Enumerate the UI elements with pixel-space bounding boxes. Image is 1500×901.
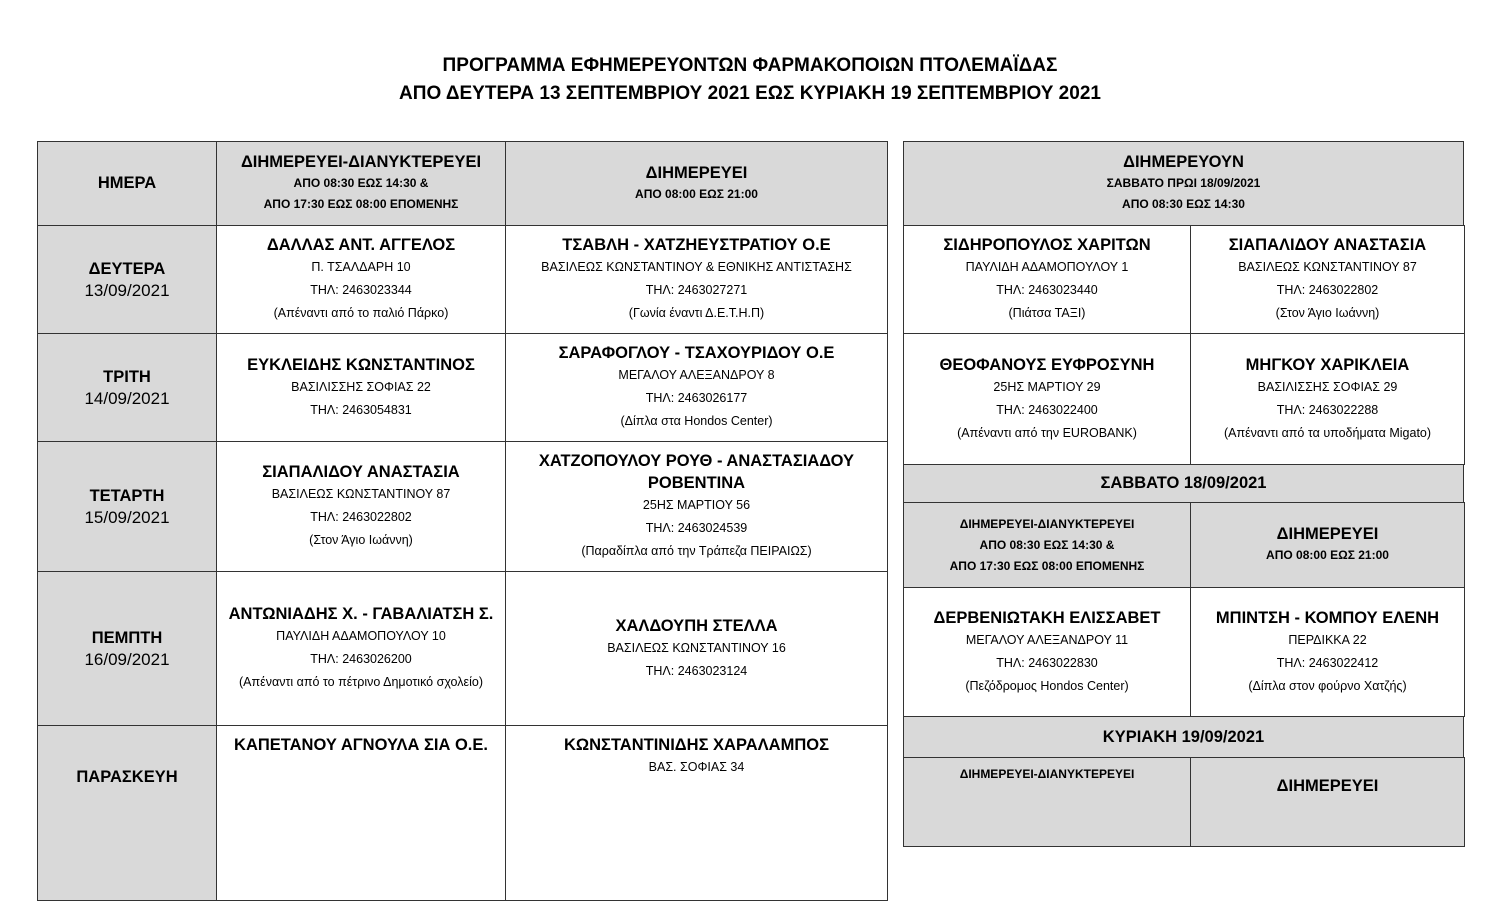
day-title: ΣΑΒΒΑΤΟ 18/09/2021 xyxy=(1100,474,1267,492)
pharmacy-name: ΧΑΛΔΟΥΠΗ ΣΤΕΛΛΑ xyxy=(615,616,778,635)
pharmacy-name: ΜΗΓΚΟΥ ΧΑΡΙΚΛΕΙΑ xyxy=(1245,355,1410,374)
pharmacy-name: ΣΑΡΑΦΟΓΛΟΥ - ΤΣΑΧΟΥΡΙΔΟΥ Ο.Ε xyxy=(558,344,835,362)
pharmacy-name: ΧΑΤΖΟΠΟΥΛΟΥ ΡΟΥΘ - ΑΝΑΣΤΑΣΙΑΔΟΥ ΡΟΒΕΝΤΙΝΑ xyxy=(538,452,855,492)
header-hours: ΑΠΟ 17:30 ΕΩΣ 08:00 ΕΠΟΜΕΝΗΣ xyxy=(949,558,1145,573)
pharmacy-name: ΕΥΚΛΕΙΔΗΣ ΚΩΝΣΤΑΝΤΙΝΟΣ xyxy=(247,355,475,374)
pharmacy-cell xyxy=(903,333,1191,465)
header-hours: ΣΑΒΒΑΤΟ ΠΡΩΙ 18/09/2021 xyxy=(1106,176,1261,190)
pharmacy-cell xyxy=(903,225,1191,334)
pharmacy-detail: ΤΗΛ: 2463054831 xyxy=(310,402,412,417)
header-hours: ΑΠΟ 08:30 ΕΩΣ 14:30 & xyxy=(293,176,429,190)
header-hours: ΑΠΟ 08:00 ΕΩΣ 21:00 xyxy=(635,186,758,201)
pharmacy-name: ΚΑΠΕΤΑΝΟΥ ΑΓΝΟΥΛΑ ΣΙΑ Ο.Ε. xyxy=(234,736,488,754)
pharmacy-cell xyxy=(505,725,888,901)
pharmacy-cell xyxy=(1190,587,1465,717)
pharmacy-cell xyxy=(216,571,506,726)
pharmacy-detail: (Δίπλα στα Hondos Center) xyxy=(620,414,773,428)
column-header xyxy=(216,141,506,226)
column-header xyxy=(505,141,888,226)
pharmacy-cell xyxy=(505,333,888,442)
document-title: ΠΡΟΓΡΑΜΜΑ ΕΦΗΜΕΡΕΥΟΝΤΩΝ ΦΑΡΜΑΚΟΠΟΙΩΝ ΠΤΟΛΕΜΑΪΔΑΣ xyxy=(442,55,1058,76)
day-cell xyxy=(37,333,217,442)
column-header xyxy=(903,502,1191,588)
pharmacy-cell xyxy=(505,225,888,334)
document-subtitle: ΑΠΟ ΔΕΥΤΕΡΑ 13 ΣΕΠΤΕΜΒΡΙΟΥ 2021 ΕΩΣ ΚΥΡΙΑΚΗ 19 ΣΕΠΤΕΜΒΡΙΟΥ 2021 xyxy=(399,83,1101,104)
pharmacy-detail: ΠΑΥΛΙΔΗ ΑΔΑΜΟΠΟΥΛΟΥ 1 xyxy=(965,260,1129,274)
day-name: ΤΕΤΑΡΤΗ xyxy=(89,486,165,505)
header-title: ΗΜΕΡΑ xyxy=(97,174,157,192)
pharmacy-detail: ΤΗΛ: 2463023440 xyxy=(996,283,1098,297)
pharmacy-detail: ΤΗΛ: 2463022288 xyxy=(1276,402,1379,417)
pharmacy-detail: ΠΑΥΛΙΔΗ ΑΔΑΜΟΠΟΥΛΟΥ 10 xyxy=(276,629,446,643)
pharmacy-detail: ΜΕΓΑΛΟΥ ΑΛΕΞΑΝΔΡΟΥ 8 xyxy=(618,368,775,382)
day-date: 13/09/2021 xyxy=(84,280,170,300)
pharmacy-detail: Π. ΤΣΑΛΔΑΡΗ 10 xyxy=(311,260,411,274)
pharmacy-detail: ΒΑΣΙΛΙΣΣΗΣ ΣΟΦΙΑΣ 29 xyxy=(1257,379,1398,394)
pharmacy-detail: ΜΕΓΑΛΟΥ ΑΛΕΞΑΝΔΡΟΥ 11 xyxy=(965,632,1129,647)
pharmacy-detail: (Απέναντι από το παλιό Πάρκο) xyxy=(273,306,449,320)
day-name: ΔΕΥΤΕΡΑ xyxy=(88,259,166,278)
header-title: ΔΙΗΜΕΡΕΥΕΙ-ΔΙΑΝΥΚΤΕΡΕΥΕΙ xyxy=(240,153,482,171)
saturday-morning-header xyxy=(903,141,1464,226)
day-name: ΠΑΡΑΣΚΕΥΗ xyxy=(76,768,178,786)
pharmacy-cell xyxy=(1190,225,1465,334)
pharmacy-detail: ΤΗΛ: 2463022802 xyxy=(1276,283,1379,297)
pharmacy-detail: ΒΑΣΙΛΕΩΣ ΚΩΝΣΤΑΝΤΙΝΟΥ 16 xyxy=(607,640,786,655)
pharmacy-cell xyxy=(216,225,506,334)
pharmacy-detail: (Παραδίπλα από την Τράπεζα ΠΕΙΡΑΙΩΣ) xyxy=(581,544,812,558)
pharmacy-name: ΣΙΑΠΑΛΙΔΟΥ ΑΝΑΣΤΑΣΙΑ xyxy=(1228,236,1427,254)
pharmacy-detail: (Γωνία έναντι Δ.Ε.Τ.Η.Π) xyxy=(628,306,765,320)
header-title: ΔΙΗΜΕΡΕΥΕΙ xyxy=(1276,525,1379,543)
pharmacy-detail: ΤΗΛ: 2463026200 xyxy=(310,652,412,666)
pharmacy-detail: (Στον Άγιο Ιωάννη) xyxy=(1275,306,1380,320)
day-cell xyxy=(37,225,217,334)
saturday-header xyxy=(903,464,1464,503)
header-title: ΔΙΗΜΕΡΕΥΟΥΝ xyxy=(1123,153,1244,171)
header-title: ΔΙΗΜΕΡΕΥΕΙ xyxy=(645,163,748,182)
day-name: ΠΕΜΠΤΗ xyxy=(91,628,163,647)
pharmacy-name: ΔΕΡΒΕΝΙΩΤΑΚΗ ΕΛΙΣΣΑΒΕΤ xyxy=(933,608,1161,627)
day-date: 15/09/2021 xyxy=(84,507,170,527)
pharmacy-detail: ΒΑΣΙΛΕΩΣ ΚΩΝΣΤΑΝΤΙΝΟΥ 87 xyxy=(1238,260,1417,274)
pharmacy-detail: ΤΗΛ: 2463023344 xyxy=(310,283,412,297)
pharmacy-detail: 25ΗΣ ΜΑΡΤΙΟΥ 56 xyxy=(642,498,751,512)
pharmacy-detail: (Πεζόδρομος Hondos Center) xyxy=(965,678,1129,693)
pharmacy-name: ΘΕΟΦΑΝΟΥΣ ΕΥΦΡΟΣΥΝΗ xyxy=(939,355,1155,374)
header-hours: ΑΠΟ 17:30 ΕΩΣ 08:00 ΕΠΟΜΕΝΗΣ xyxy=(263,197,459,211)
pharmacy-detail: ΤΗΛ: 2463023124 xyxy=(645,663,748,678)
pharmacy-detail: ΒΑΣ. ΣΟΦΙΑΣ 34 xyxy=(648,760,745,774)
pharmacy-detail: (Πιάτσα ΤΑΞΙ) xyxy=(1008,306,1086,320)
day-cell xyxy=(37,725,217,901)
pharmacy-name: ΜΠΙΝΤΣΗ - ΚΟΜΠΟΥ ΕΛΕΝΗ xyxy=(1215,608,1440,627)
pharmacy-detail: 25ΗΣ ΜΑΡΤΙΟΥ 29 xyxy=(993,379,1101,394)
pharmacy-detail: ΤΗΛ: 2463026177 xyxy=(645,391,748,405)
header-title: ΔΙΗΜΕΡΕΥΕΙ xyxy=(1276,777,1379,795)
day-date: 16/09/2021 xyxy=(84,649,170,669)
pharmacy-cell xyxy=(216,725,506,901)
pharmacy-detail: ΤΗΛ: 2463022400 xyxy=(996,402,1098,417)
pharmacy-name: ΑΝΤΩΝΙΑΔΗΣ Χ. - ΓΑΒΑΛΙΑΤΣΗ Σ. xyxy=(228,605,494,623)
pharmacy-name: ΣΙΔΗΡΟΠΟΥΛΟΣ ΧΑΡΙΤΩΝ xyxy=(943,236,1151,254)
day-date: 14/09/2021 xyxy=(84,388,170,408)
pharmacy-detail: ΒΑΣΙΛΕΩΣ ΚΩΝΣΤΑΝΤΙΝΟΥ & ΕΘΝΙΚΗΣ ΑΝΤΙΣΤΑΣΗΣ xyxy=(541,260,852,274)
pharmacy-cell xyxy=(216,441,506,572)
column-header xyxy=(903,757,1191,847)
pharmacy-cell xyxy=(505,571,888,726)
day-cell xyxy=(37,571,217,726)
column-header xyxy=(1190,502,1465,588)
pharmacy-name: ΤΣΑΒΛΗ - ΧΑΤΖΗΕΥΣΤΡΑΤΙΟΥ Ο.Ε xyxy=(562,236,831,254)
pharmacy-name: ΣΙΑΠΑΛΙΔΟΥ ΑΝΑΣΤΑΣΙΑ xyxy=(262,463,460,481)
day-name: ΤΡΙΤΗ xyxy=(103,367,151,386)
column-header xyxy=(1190,757,1465,847)
header-hours: ΔΙΗΜΕΡΕΥΕΙ-ΔΙΑΝΥΚΤΕΡΕΥΕΙ xyxy=(959,767,1135,781)
pharmacy-detail: ΒΑΣΙΛΙΣΣΗΣ ΣΟΦΙΑΣ 22 xyxy=(291,379,431,394)
pharmacy-detail: ΒΑΣΙΛΕΩΣ ΚΩΝΣΤΑΝΤΙΝΟΥ 87 xyxy=(271,487,451,501)
header-hours: ΑΠΟ 08:00 ΕΩΣ 21:00 xyxy=(1266,548,1389,562)
pharmacy-detail: ΠΕΡΔΙΚΚΑ 22 xyxy=(1288,632,1367,647)
pharmacy-detail: ΤΗΛ: 2463022830 xyxy=(996,655,1098,670)
day-title: ΚΥΡΙΑΚΗ 19/09/2021 xyxy=(1102,727,1265,746)
pharmacy-detail: (Στον Άγιο Ιωάννη) xyxy=(309,533,413,547)
pharmacy-detail: ΤΗΛ: 2463022412 xyxy=(1276,655,1379,670)
pharmacy-name: ΚΩΝΣΤΑΝΤΙΝΙΔΗΣ ΧΑΡΑΛΑΜΠΟΣ xyxy=(563,736,829,754)
sunday-header xyxy=(903,716,1464,758)
pharmacy-name: ΔΑΛΛΑΣ ΑΝΤ. ΑΓΓΕΛΟΣ xyxy=(266,236,456,254)
pharmacy-detail: (Δίπλα στον φούρνο Χατζής) xyxy=(1248,678,1407,693)
pharmacy-cell xyxy=(505,441,888,572)
pharmacy-detail: ΤΗΛ: 2463027271 xyxy=(645,283,748,297)
pharmacy-detail: ΤΗΛ: 2463022802 xyxy=(310,510,412,524)
pharmacy-cell xyxy=(1190,333,1465,465)
column-header xyxy=(37,141,217,226)
header-hours: ΔΙΗΜΕΡΕΥΕΙ-ΔΙΑΝΥΚΤΕΡΕΥΕΙ xyxy=(959,516,1135,531)
header-hours: ΑΠΟ 08:30 ΕΩΣ 14:30 xyxy=(1122,197,1245,211)
header-hours: ΑΠΟ 08:30 ΕΩΣ 14:30 & xyxy=(979,537,1115,552)
pharmacy-cell xyxy=(216,333,506,442)
pharmacy-detail: ΤΗΛ: 2463024539 xyxy=(645,521,748,535)
day-cell xyxy=(37,441,217,572)
pharmacy-cell xyxy=(903,587,1191,717)
pharmacy-detail: (Απέναντι από τα υποδήματα Migato) xyxy=(1223,425,1432,440)
pharmacy-detail: (Απέναντι από την EUROBANK) xyxy=(957,425,1137,440)
pharmacy-detail: (Απέναντι από το πέτρινο Δημοτικό σχολείο) xyxy=(239,675,483,689)
